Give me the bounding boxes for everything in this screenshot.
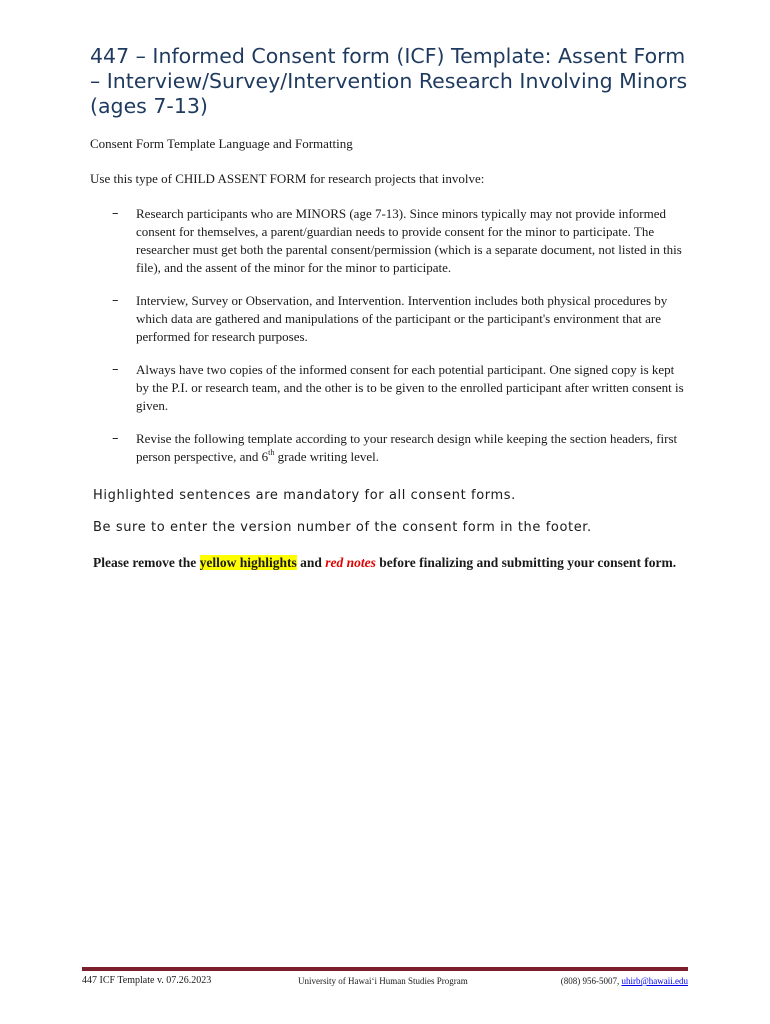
list-item-text: Interview, Survey or Observation, and Intervention. Intervention includes both physical procedures by which data are gathered and manipulations of the participant or the participant's environment that are performed for research purposes. xyxy=(136,293,668,344)
page-title: 447 – Informed Consent form (ICF) Template: Assent Form – Interview/Survey/Intervention Research Involving Minors (ages 7-13) xyxy=(90,44,688,118)
requirements-list xyxy=(90,205,690,481)
red-note-text: red notes xyxy=(325,555,376,570)
dash-bullet-icon: – xyxy=(112,362,119,377)
yellow-highlight-text: yellow highlights xyxy=(199,555,297,570)
footer-phone: (808) 956-5007, xyxy=(560,976,622,986)
list-item xyxy=(90,430,690,466)
list-item-text: Always have two copies of the informed consent for each potential participant. One signed copy is kept by the P.I. or research team, and the other is to be given to the enrolled participant after written consent is given. xyxy=(136,362,684,413)
list-item-text xyxy=(136,431,677,464)
final-text-part: before finalizing and submitting your consent form. xyxy=(375,555,677,570)
dash-bullet-icon: – xyxy=(112,206,119,221)
footer-divider xyxy=(82,967,688,971)
list-item-text: Research participants who are MINORS (age 7-13). Since minors typically may not provide informed consent for themselves, a parent/guardian needs to provide consent for the minor to participate. The researcher must get both the parental consent/permission (which is a separate document, not listed in this file), and the assent of the minor for the minor to participate. xyxy=(136,206,682,275)
footer-version: 447 ICF Template v. 07.26.2023 xyxy=(82,975,212,986)
list-item-text-part: Revise the following template according to your research design while keeping the section headers, first person perspective, and 6 xyxy=(136,431,678,464)
version-note: Be sure to enter the version number of the consent form in the footer. xyxy=(93,520,592,535)
final-instruction xyxy=(93,553,693,572)
footer-email-link[interactable]: uhirb@hawaii.edu xyxy=(621,976,688,986)
list-item xyxy=(90,205,690,277)
ordinal-superscript: th xyxy=(268,448,275,457)
list-item xyxy=(90,361,690,415)
final-text-part: and xyxy=(296,555,326,570)
footer-contact xyxy=(561,975,688,987)
footer-organization: University of Hawaiʻi Human Studies Program xyxy=(298,976,468,986)
section-subtitle: Consent Form Template Language and Formatting xyxy=(90,136,353,151)
dash-bullet-icon: – xyxy=(112,431,119,446)
page-footer xyxy=(82,975,688,989)
mandatory-note: Highlighted sentences are mandatory for all consent forms. xyxy=(93,488,516,503)
dash-bullet-icon: – xyxy=(112,293,119,308)
final-text-part: Please remove the xyxy=(93,555,200,570)
list-item xyxy=(90,292,690,346)
intro-text: Use this type of CHILD ASSENT FORM for research projects that involve: xyxy=(90,171,485,186)
list-item-text-part: grade writing level. xyxy=(274,449,380,464)
